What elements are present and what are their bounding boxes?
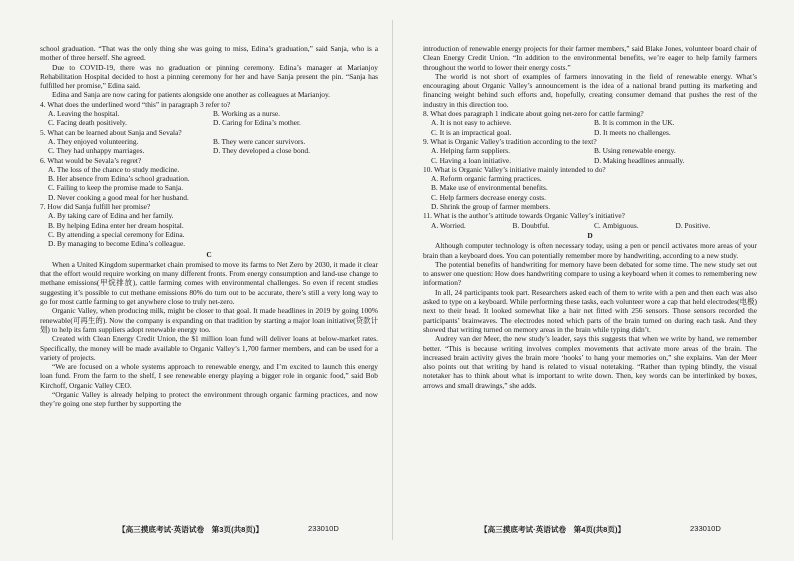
option: B. Using renewable energy. <box>594 146 676 156</box>
question-text: 11. What is the author’s attitude towards Organic Valley’s initiative? <box>423 211 625 221</box>
paragraph: In all, 24 participants took part. Researchers asked each of them to write with a pen and then each was also asked to type on a keyboard. While performing these tasks, each volunteer wore a cap that held electrodes(电极) next to their head. It looked somewhat like a hair net fitted with 256 sensors. Those sensors recorded the participants’ brainwaves. The electrodes noted which parts of the brain turned on during each task. And they showed that writing turned on memory areas in the brain while typing didn’t. <box>423 287 757 334</box>
paragraph: The world is not short of examples of farmers innovating in the field of renewable energy. What’s encouraging about Organic Valley’s announcement is the idea of a national brand putting its marketing and financing weight behind such efforts and, hopefully, creating consumer demand that pushes the rest of the industry in this direction too. <box>423 71 757 109</box>
paragraph: Due to COVID-19, there was no graduation or pinning ceremony. Edina’s manager at Marianjoy Rehabilitation Hospital decided to host a pinning ceremony for her and have Sanja present the pin. “Sanja has fulfilled her promise,” Edina said. <box>40 62 378 91</box>
option: D. Caring for Edina’s mother. <box>213 118 301 128</box>
section-heading: D <box>587 230 593 240</box>
question-text: 7. How did Sanja fulfill her promise? <box>40 202 151 212</box>
question-4 <box>40 100 378 128</box>
right-page <box>423 44 757 544</box>
option: B. They were cancer survivors. <box>213 136 306 146</box>
question-6 <box>40 156 378 202</box>
question-9 <box>423 137 757 165</box>
paragraph: Audrey van der Meer, the new study’s leader, says this suggests that when we write by hand, we remember better. “This is because writing involves complex movements that activate more areas of the brain. The increased brain activity gives the brain more ‘hooks’ to hang your memories on,” she explains. Van der Meer also points out that writing by hand is related to visual notetaking. “Rather than typing blindly, the visual notetaker has to think about what is important to write down. Then, key words can be interlinked by boxes, arrows and small drawings,” she adds. <box>423 334 757 390</box>
options <box>431 118 757 137</box>
option: C. Ambiguous. <box>594 220 639 230</box>
page-footer-left <box>118 524 339 535</box>
option: A. Worried. <box>431 220 466 230</box>
options <box>48 137 378 156</box>
options <box>431 174 757 211</box>
option: B. It is common in the UK. <box>594 118 675 128</box>
page-gutter <box>392 20 393 540</box>
paragraph: Created with Clean Energy Credit Union, the $1 million loan fund will deliver loans at below-market rates. Specifically, the money will be made available to Organic Valley’s 1,700 farmer members, and can be used for a variety of projects. <box>40 334 378 362</box>
option: B. Working as a nurse. <box>213 109 281 119</box>
option: C. Help farmers decrease energy costs. <box>431 192 546 202</box>
option: B. Make use of environmental benefits. <box>431 183 548 193</box>
question-text: 6. What would be Sevala’s regret? <box>40 155 142 165</box>
option: D. They developed a close bond. <box>213 146 310 156</box>
option: A. Leaving the hospital. <box>48 109 120 119</box>
paragraph: When a United Kingdom supermarket chain promised to move its farms to Net Zero by 2030, it made it clear that the effort would require working on many different fronts. From energy consumption and land-use change to methane emissions(甲烷排放), cattle farming comes with environmental challenges. So even if recent studies suggesting it’s possible to cut methane emissions 80% do turn out to be accurate, there’s still a very long way to go for most cattle farming to get anywhere close to truly net-zero. <box>40 259 378 307</box>
footer-title: 【高三摸底考试·英语试卷 第3页(共8页)】 <box>118 525 264 534</box>
paragraph: “We are focused on a whole systems approach to renewable energy, and I’m excited to launch this energy loan fund. From the farm to the shelf, I see renewable energy playing a bigger role in organic food,” said Bob Kirchoff, Organic Valley CEO. <box>40 362 378 390</box>
question-8 <box>423 109 757 137</box>
option: A. Helping farm suppliers. <box>431 146 511 156</box>
option: B. Doubtful. <box>512 220 550 230</box>
page-footer-right <box>480 524 721 535</box>
question-11 <box>423 211 757 230</box>
options <box>48 211 378 248</box>
option: C. Having a loan initiative. <box>431 155 512 165</box>
options <box>431 221 757 230</box>
question-text: 9. What is Organic Valley’s tradition according to the text? <box>423 136 597 146</box>
question-7 <box>40 202 378 248</box>
option: C. By attending a special ceremony for Edina. <box>48 229 185 239</box>
paragraph: Edina and Sanja are now caring for patients alongside one another as colleagues at Marianjoy. <box>52 90 331 100</box>
option: D. By managing to become Edina’s colleague. <box>48 239 186 249</box>
left-page <box>40 44 378 544</box>
paragraph: Organic Valley, when producing milk, might be closer to that goal. It made headlines in 2019 by going 100% renewable(可再生的). Now the company is expanding on that tradition by starting a major loan initiative(贷款计划) to help its farm suppliers adopt renewable energy too. <box>40 306 378 334</box>
option: A. They enjoyed volunteering. <box>48 136 139 146</box>
option: D. Never cooking a good meal for her husband. <box>48 192 189 202</box>
question-text: 8. What does paragraph 1 indicate about going net-zero for cattle farming? <box>423 109 644 119</box>
question-10 <box>423 165 757 211</box>
option: D. It meets no challenges. <box>594 127 671 137</box>
question-text: 5. What can be learned about Sanja and Sevala? <box>40 127 182 137</box>
question-5 <box>40 128 378 156</box>
option: C. Facing death positively. <box>48 118 127 128</box>
option: B. By helping Edina enter her dream hospital. <box>48 220 184 230</box>
paper-code: 233010D <box>690 524 721 533</box>
section-heading: C <box>206 249 212 259</box>
paragraph: Although computer technology is often necessary today, using a pen or pencil activates more areas of your brain than a keyboard does. You can potentially remember more by handwriting, according to a new study. <box>423 241 757 260</box>
options <box>431 146 757 165</box>
paragraph: introduction of renewable energy projects for their farmer members,” said Blake Jones, volunteer board chair of Clean Energy Credit Union. “In addition to the environmental benefits, we’re eager to help family farmers throughout the world to lower their energy costs.” <box>423 44 757 72</box>
option: A. By taking care of Edina and her family. <box>48 211 174 221</box>
paragraph: The potential benefits of handwriting for memory have been debated for some time. The new study set out to answer one question: How does handwriting compare to using a keyboard when it comes to remembering new information? <box>423 259 757 288</box>
option: D. Positive. <box>675 220 711 230</box>
question-text: 4. What does the underlined word “this” in paragraph 3 refer to? <box>40 99 231 109</box>
options <box>48 109 378 128</box>
question-text: 10. What is Organic Valley’s initiative mainly intended to do? <box>423 164 606 174</box>
paper-code: 233010D <box>308 524 339 533</box>
option: B. Her absence from Edina’s school graduation. <box>48 174 190 184</box>
option: D. Making headlines annually. <box>594 155 685 165</box>
footer-title: 【高三摸底考试·英语试卷 第4页(共8页)】 <box>480 525 626 534</box>
option: D. Shrink the group of farmer members. <box>431 202 551 212</box>
option: A. The loss of the chance to study medicine. <box>48 164 180 174</box>
option: C. It is an impractical goal. <box>431 127 512 137</box>
paragraph: “Organic Valley is already helping to protect the environment through organic farming practices, and now they’re going one step further by supporting the <box>40 389 378 409</box>
option: C. Failing to keep the promise made to Sanja. <box>48 183 184 193</box>
option: A. It is not easy to achieve. <box>431 118 512 128</box>
option: C. They had unhappy marriages. <box>48 146 145 156</box>
options <box>48 165 378 202</box>
option: A. Reform organic farming practices. <box>431 174 542 184</box>
paragraph: school graduation. “That was the only thing she was going to miss, Edina’s graduation,” said Sanja, who is a mother of three herself. She agreed. <box>40 44 378 63</box>
